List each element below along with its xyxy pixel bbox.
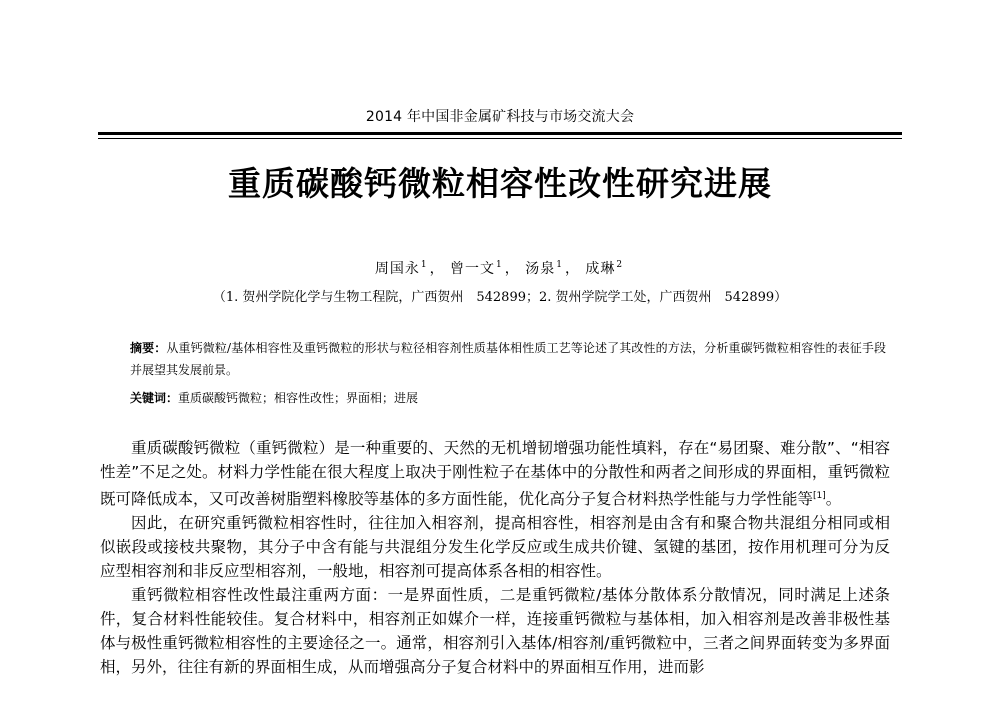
author-affiliation-mark: 1 — [420, 260, 428, 271]
body-paragraph-1 — [100, 436, 890, 511]
abstract-label: 摘要： — [130, 341, 167, 355]
author-name: 曾一文 — [450, 261, 496, 277]
author-name: 成琳 — [585, 261, 616, 277]
body-paragraph-3: 重钙微粒相容性改性最注重两方面：一是界面性质，二是重钙微粒/基体分散体系分散情况，同时满足上述条件，复合材料性能较佳。复合材料中，相容剂正如媒介一样，连接重钙微粒与基体相，加入相容剂是改善非极性基体与极性重钙微粒相容性的主要途径之一。通常，相容剂引入基体/相容剂/重钙微粒中，三者之间界面转变为多界面相，另外，往往有新的界面相生成，从而增强高分子复合材料中的界面相互作用，进而影 — [100, 586, 890, 677]
author-name: 汤泉 — [525, 261, 556, 277]
conference-header: 2014 年中国非金属矿科技与市场交流大会 — [365, 109, 635, 125]
author-separator: ， — [564, 261, 580, 277]
author-list — [0, 258, 1000, 278]
paragraph-end: 。 — [825, 490, 842, 509]
author-name: 周国永 — [374, 261, 420, 277]
header-rule-thick — [98, 132, 902, 135]
abstract — [130, 337, 886, 381]
author-separator: ， — [504, 261, 520, 277]
paper-title: 重质碳酸钙微粒相容性改性研究进展 — [228, 164, 772, 203]
citation-ref: [1] — [813, 491, 826, 501]
header-rule-thin — [98, 138, 902, 139]
keywords — [130, 388, 886, 408]
author-affiliation-mark: 1 — [496, 260, 503, 271]
author-separator: ， — [429, 261, 445, 277]
affiliation: （1. 贺州学院化学与生物工程院，广西贺州 542899；2. 贺州学院学工处，广西贺州 542899） — [212, 290, 788, 305]
abstract-text: 从重钙微粒/基体相容性及重钙微粒的形状与粒径相容剂性质基体相性质工艺等论述了其改性的方法，分析重碳钙微粒相容性的表征手段并展望其发展前景。 — [130, 341, 886, 377]
keywords-label: 关键词： — [130, 391, 179, 405]
author-affiliation-mark: 1 — [556, 260, 563, 271]
author-affiliation-mark: 2 — [616, 260, 624, 271]
keywords-text: 重质碳酸钙微粒；相容性改性；界面相；进展 — [178, 391, 419, 405]
body-paragraph-2: 因此，在研究重钙微粒相容性时，往往加入相容剂，提高相容性，相容剂是由含有和聚合物共混组分相同或相似嵌段或接枝共聚物，其分子中含有能与共混组分发生化学反应或生成共价键、氢键的基团，按作用机理可分为反应型相容剂和非反应型相容剂，一般地，相容剂可提高体系各相的相容性。 — [100, 514, 890, 581]
paragraph-text: 重质碳酸钙微粒（重钙微粒）是一种重要的、天然的无机增韧增强功能性填料，存在“易团聚、难分散”、“相容性差”不足之处。材料力学性能在很大程度上取决于刚性粒子在基体中的分散性和两者之间形成的界面相，重钙微粒既可降低成本，又可改善树脂塑料橡胶等基体的多方面性能，优化高分子复合材料热学性能与力学性能等 — [100, 439, 890, 509]
body-text — [100, 436, 890, 679]
